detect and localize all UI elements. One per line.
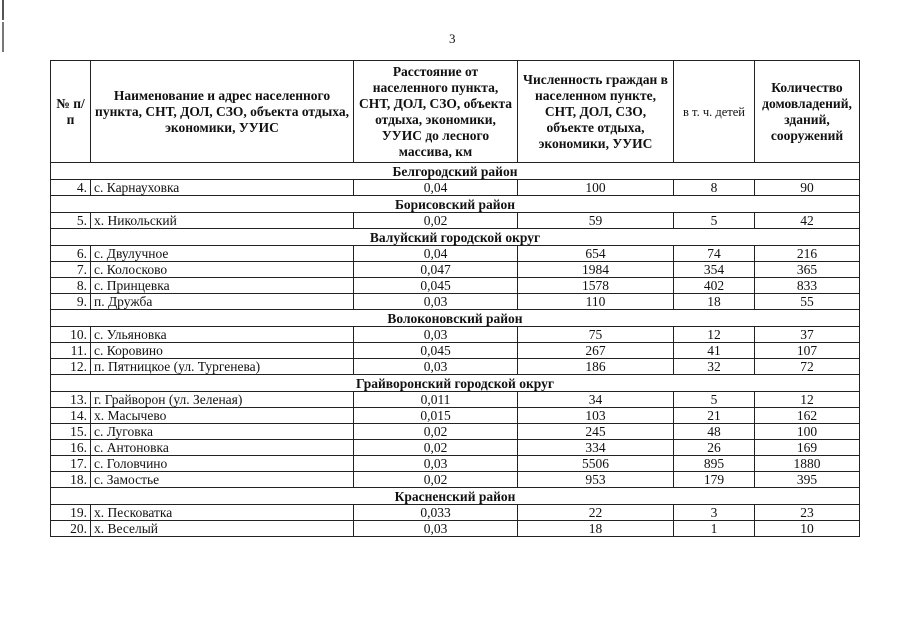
table-row <box>51 246 860 262</box>
table-row <box>51 424 860 440</box>
section-row <box>51 196 860 213</box>
cell-children: 895 <box>674 456 755 472</box>
cell-distance: 0,015 <box>354 408 518 424</box>
cell-name: с. Карнауховка <box>91 180 354 196</box>
cell-num: 13. <box>51 392 91 408</box>
section-title: Борисовский район <box>51 196 860 213</box>
cell-name: г. Грайворон (ул. Зеленая) <box>91 392 354 408</box>
cell-population: 953 <box>518 472 674 488</box>
cell-population: 245 <box>518 424 674 440</box>
cell-name: х. Веселый <box>91 521 354 537</box>
cell-name: с. Антоновка <box>91 440 354 456</box>
cell-children: 74 <box>674 246 755 262</box>
page-number: 3 <box>449 31 456 46</box>
cell-population: 22 <box>518 505 674 521</box>
cell-population: 186 <box>518 359 674 375</box>
cell-children: 26 <box>674 440 755 456</box>
cell-children: 1 <box>674 521 755 537</box>
cell-buildings: 216 <box>755 246 860 262</box>
section-title: Волоконовский район <box>51 310 860 327</box>
cell-population: 103 <box>518 408 674 424</box>
scan-edge-mark <box>2 22 4 52</box>
table-row <box>51 213 860 229</box>
cell-population: 654 <box>518 246 674 262</box>
cell-distance: 0,047 <box>354 262 518 278</box>
table-row <box>51 294 860 310</box>
cell-distance: 0,04 <box>354 246 518 262</box>
cell-num: 7. <box>51 262 91 278</box>
table-body <box>51 163 860 537</box>
cell-children: 18 <box>674 294 755 310</box>
cell-children: 179 <box>674 472 755 488</box>
cell-distance: 0,02 <box>354 440 518 456</box>
cell-population: 18 <box>518 521 674 537</box>
cell-buildings: 1880 <box>755 456 860 472</box>
cell-buildings: 107 <box>755 343 860 359</box>
cell-buildings: 23 <box>755 505 860 521</box>
header-num: № п/п <box>51 61 91 163</box>
section-row <box>51 375 860 392</box>
cell-buildings: 90 <box>755 180 860 196</box>
section-title: Белгородский район <box>51 163 860 180</box>
cell-num: 15. <box>51 424 91 440</box>
cell-children: 3 <box>674 505 755 521</box>
cell-name: с. Ульяновка <box>91 327 354 343</box>
header-distance: Расстояние от населенного пункта, СНТ, ДОЛ, СЗО, объекта отдыха, экономики, УУИС до лесного массива, км <box>354 61 518 163</box>
cell-buildings: 42 <box>755 213 860 229</box>
table-row <box>51 180 860 196</box>
cell-distance: 0,045 <box>354 278 518 294</box>
cell-children: 41 <box>674 343 755 359</box>
section-title: Грайворонский городской округ <box>51 375 860 392</box>
cell-name: с. Луговка <box>91 424 354 440</box>
cell-buildings: 55 <box>755 294 860 310</box>
table-row <box>51 408 860 424</box>
cell-buildings: 100 <box>755 424 860 440</box>
header-population: Численность граждан в населенном пункте, СНТ, ДОЛ, СЗО, объекте отдыха, экономики, УУИС <box>518 61 674 163</box>
cell-num: 20. <box>51 521 91 537</box>
cell-name: с. Головчино <box>91 456 354 472</box>
cell-buildings: 365 <box>755 262 860 278</box>
section-row <box>51 229 860 246</box>
cell-num: 14. <box>51 408 91 424</box>
cell-buildings: 169 <box>755 440 860 456</box>
cell-buildings: 162 <box>755 408 860 424</box>
cell-buildings: 72 <box>755 359 860 375</box>
cell-population: 34 <box>518 392 674 408</box>
cell-children: 21 <box>674 408 755 424</box>
cell-children: 48 <box>674 424 755 440</box>
cell-population: 100 <box>518 180 674 196</box>
cell-name: х. Никольский <box>91 213 354 229</box>
cell-name: с. Замостье <box>91 472 354 488</box>
cell-num: 9. <box>51 294 91 310</box>
cell-population: 1984 <box>518 262 674 278</box>
cell-population: 5506 <box>518 456 674 472</box>
cell-distance: 0,033 <box>354 505 518 521</box>
cell-distance: 0,03 <box>354 521 518 537</box>
cell-num: 12. <box>51 359 91 375</box>
cell-num: 17. <box>51 456 91 472</box>
cell-distance: 0,02 <box>354 472 518 488</box>
cell-children: 5 <box>674 392 755 408</box>
cell-children: 354 <box>674 262 755 278</box>
cell-distance: 0,011 <box>354 392 518 408</box>
cell-num: 10. <box>51 327 91 343</box>
cell-name: х. Песковатка <box>91 505 354 521</box>
cell-buildings: 12 <box>755 392 860 408</box>
cell-num: 8. <box>51 278 91 294</box>
cell-children: 32 <box>674 359 755 375</box>
cell-num: 6. <box>51 246 91 262</box>
cell-children: 12 <box>674 327 755 343</box>
cell-population: 334 <box>518 440 674 456</box>
section-title: Валуйский городской округ <box>51 229 860 246</box>
table-row <box>51 440 860 456</box>
cell-buildings: 833 <box>755 278 860 294</box>
cell-name: с. Колосково <box>91 262 354 278</box>
cell-num: 4. <box>51 180 91 196</box>
table-row <box>51 392 860 408</box>
header-children: в т. ч. детей <box>674 61 755 163</box>
cell-distance: 0,03 <box>354 456 518 472</box>
table-row <box>51 521 860 537</box>
scan-edge-mark <box>2 0 4 20</box>
section-row <box>51 488 860 505</box>
table-row <box>51 456 860 472</box>
cell-num: 5. <box>51 213 91 229</box>
cell-distance: 0,03 <box>354 327 518 343</box>
section-row <box>51 163 860 180</box>
table-row <box>51 505 860 521</box>
cell-num: 19. <box>51 505 91 521</box>
header-name: Наименование и адрес населенного пункта, СНТ, ДОЛ, СЗО, объекта отдыха, экономики, УУИС <box>91 61 354 163</box>
cell-children: 5 <box>674 213 755 229</box>
table-row <box>51 472 860 488</box>
cell-num: 16. <box>51 440 91 456</box>
table-row <box>51 327 860 343</box>
cell-name: п. Дружба <box>91 294 354 310</box>
cell-population: 110 <box>518 294 674 310</box>
cell-distance: 0,03 <box>354 294 518 310</box>
cell-num: 11. <box>51 343 91 359</box>
cell-name: с. Принцевка <box>91 278 354 294</box>
table-header-row <box>51 61 860 163</box>
table-row <box>51 278 860 294</box>
cell-distance: 0,045 <box>354 343 518 359</box>
cell-name: с. Двулучное <box>91 246 354 262</box>
cell-population: 75 <box>518 327 674 343</box>
cell-buildings: 10 <box>755 521 860 537</box>
table-row <box>51 359 860 375</box>
cell-children: 402 <box>674 278 755 294</box>
cell-buildings: 37 <box>755 327 860 343</box>
cell-buildings: 395 <box>755 472 860 488</box>
cell-children: 8 <box>674 180 755 196</box>
cell-distance: 0,03 <box>354 359 518 375</box>
cell-name: х. Масычево <box>91 408 354 424</box>
cell-population: 267 <box>518 343 674 359</box>
table-row <box>51 343 860 359</box>
cell-name: п. Пятницкое (ул. Тургенева) <box>91 359 354 375</box>
table-row <box>51 262 860 278</box>
cell-distance: 0,02 <box>354 424 518 440</box>
cell-name: с. Коровино <box>91 343 354 359</box>
header-buildings: Количество домовладений, зданий, сооружений <box>755 61 860 163</box>
cell-distance: 0,02 <box>354 213 518 229</box>
settlements-table <box>50 60 860 537</box>
cell-population: 59 <box>518 213 674 229</box>
section-row <box>51 310 860 327</box>
section-title: Красненский район <box>51 488 860 505</box>
cell-num: 18. <box>51 472 91 488</box>
cell-distance: 0,04 <box>354 180 518 196</box>
cell-population: 1578 <box>518 278 674 294</box>
